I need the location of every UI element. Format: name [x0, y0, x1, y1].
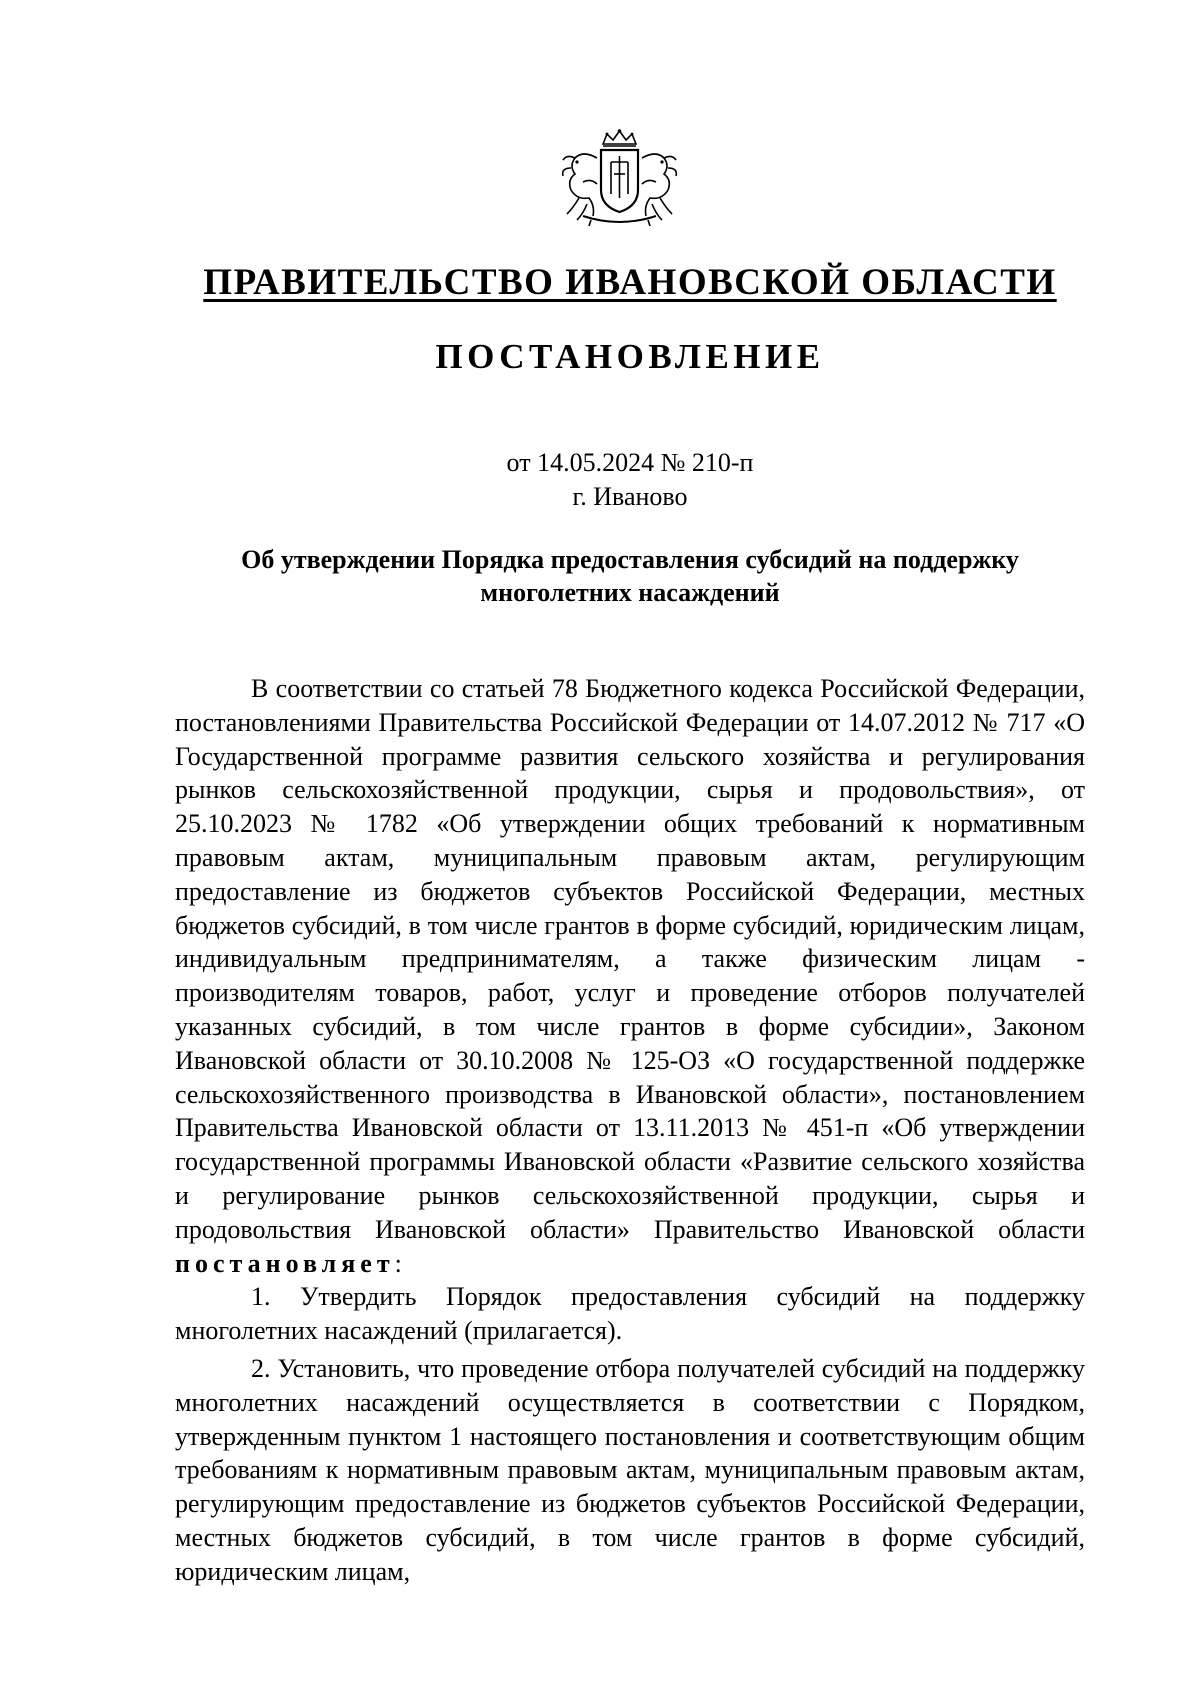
document-title: [175, 543, 1085, 609]
document-body: [175, 672, 1085, 1589]
document-meta: [175, 446, 1085, 514]
organization-name: ПРАВИТЕЛЬСТВО ИВАНОВСКОЙ ОБЛАСТИ: [203, 262, 1057, 303]
title-line-2: многолетних насаждений: [480, 578, 780, 607]
item-1-paragraph: 1. Утвердить Порядок предоставления субсидий на поддержку многолетних насаждений (прилагается).: [175, 1282, 1085, 1346]
coat-of-arms-icon: [553, 128, 686, 228]
city: г. Иваново: [572, 482, 688, 511]
resolves-word: постановляет: [175, 1248, 395, 1278]
document-type: ПОСТАНОВЛЕНИЕ: [435, 337, 825, 376]
preamble-text: В соответствии со статьей 78 Бюджетного кодекса Российской Федерации, постановлениями Правительства Российской Федерации от 14.07.2012 № 717 «О Государственной программе развития сельского хозяйства и регулирования рынков сельскохозяйственной продукции, сырья и продовольствия», от 25.10.2023 № 1782 «Об утверждении общих требований к нормативным правовым актам, муниципальным правовым актам, регулирующим предоставление из бюджетов субъектов Российской Федерации, местных бюджетов субсидий, в том числе грантов в форме субсидий, юридическим лицам, индивидуальным предпринимателям, а также физическим лицам - производителям товаров, работ, услуг и проведение отборов получателей указанных субсидий, в том числе грантов в форме субсидии», Законом Ивановской области от 30.10.2008 № 125-ОЗ «О государственной поддержке сельскохозяйственного производства в Ивановской области», постановлением Правительства Ивановской области от 13.11.2013 № 451-п «Об утверждении государственной программы Ивановской области «Развитие сельского хозяйства и регулирование рынков сельскохозяйственной продукции, сырья и продовольствия Ивановской области» Правительство Ивановской области: [175, 674, 1085, 1244]
title-line-1: Об утверждении Порядка предоставления субсидий на поддержку: [241, 545, 1019, 574]
item-2-paragraph: 2. Установить, что проведение отбора получателей субсидий на поддержку многолетних насаждений осуществляется в соответствии с Порядком, утвержденным пунктом 1 настоящего постановления и соответствующим общим требованиям к нормативным правовым актам, муниципальным правовым актам, регулирующим предоставление из бюджетов субъектов Российской Федерации, местных бюджетов субсидий, в том числе грантов в форме субсидий, юридическим лицам,: [175, 1353, 1085, 1586]
preamble-paragraph: [175, 672, 1085, 1280]
resolves-colon: :: [394, 1248, 402, 1278]
date-number: от 14.05.2024 № 210-п: [506, 448, 754, 477]
